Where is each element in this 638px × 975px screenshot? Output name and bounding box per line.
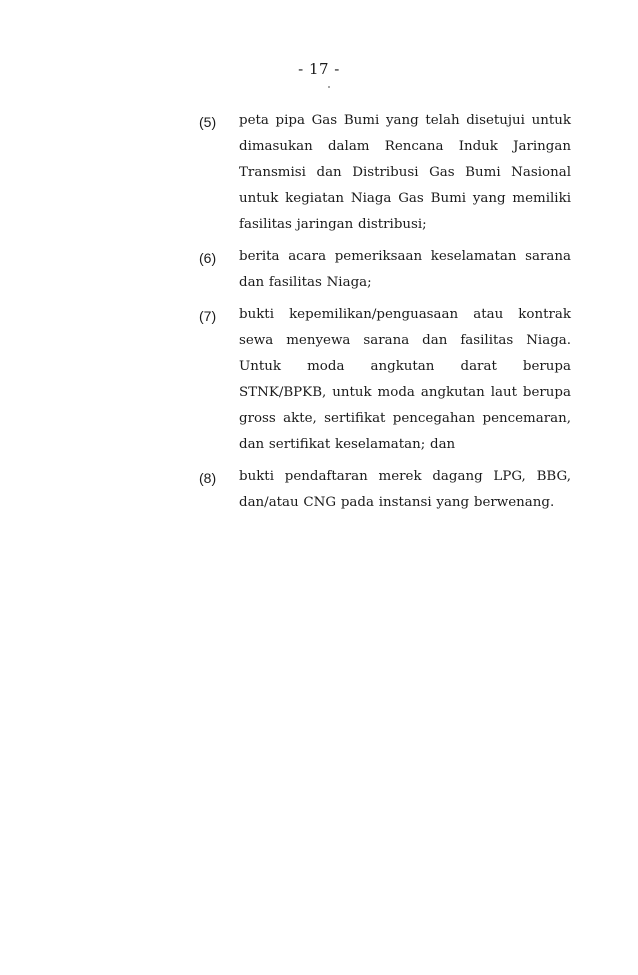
list-item — [199, 244, 571, 296]
list-item — [199, 302, 571, 458]
item-text: peta pipa Gas Bumi yang telah disetujui untuk dimasukan dalam Rencana Induk Jaringan Transmisi dan Distribusi Gas Bumi Nasional untuk kegiatan Niaga Gas Bumi yang memiliki fasilitas jaringan distribusi; — [239, 113, 571, 232]
list-item — [199, 464, 571, 516]
item-number: (7) — [199, 308, 217, 324]
item-number: (8) — [199, 470, 217, 486]
requirements-list — [199, 108, 571, 522]
item-text: bukti kepemilikan/penguasaan atau kontrak sewa menyewa sarana dan fasilitas Niaga. Untuk moda angkutan darat berupa STNK/BPKB, untuk moda angkutan laut berupa gross akte, sertifikat pencegahan pencemaran, dan sertifikat keselamatan; dan — [239, 307, 571, 452]
item-text: berita acara pemeriksaan keselamatan sarana dan fasilitas Niaga; — [239, 249, 571, 290]
item-number: (6) — [199, 250, 217, 266]
list-item — [199, 108, 571, 238]
scan-speck — [328, 86, 330, 88]
item-number: (5) — [199, 114, 217, 130]
page-number: - 17 - — [298, 60, 340, 78]
item-text: bukti pendaftaran merek dagang LPG, BBG, dan/atau CNG pada instansi yang berwenang. — [239, 469, 571, 510]
